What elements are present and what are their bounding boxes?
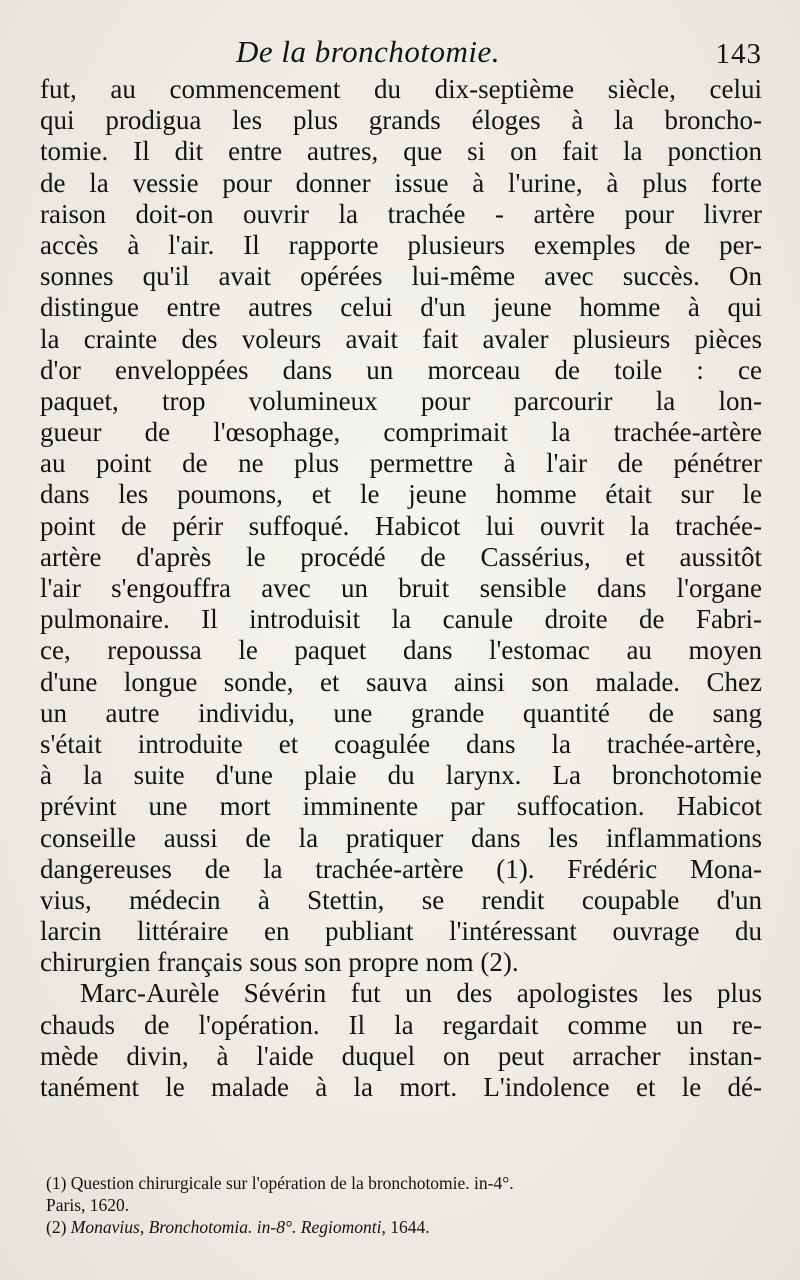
text-line: tomie. Il dit entre autres, que si on fait la ponction (40, 136, 762, 167)
text-line: prévint une mort imminente par suffocation. Habicot (40, 791, 762, 822)
footnote-2-format: in-8°. (256, 1217, 297, 1237)
footnote-2-marker: (2) (46, 1217, 67, 1237)
text-line: la crainte des voleurs avait fait avaler plusieurs pièces (40, 323, 762, 354)
text-line: qui prodigua les plus grands éloges à la broncho- (40, 105, 762, 136)
running-title: De la bronchotomie. (236, 34, 501, 69)
text-line: ce, repoussa le paquet dans l'estomac au moyen (40, 635, 762, 666)
text-line: l'air s'engouffra avec un bruit sensible dans l'organe (40, 573, 762, 603)
footnote-2: (2) Monavius, Bronchotomia. in-8°. Regiomonti, 1644. (46, 1217, 430, 1237)
text-line: chauds de l'opération. Il la regardait comme un re- (40, 1009, 762, 1040)
text-line: vius, médecin à Stettin, se rendit coupable d'un (40, 884, 762, 915)
text-line: pulmonaire. Il introduisit la canule droite de Fabri- (40, 604, 762, 635)
text-line: tanément le malade à la mort. L'indolence et le dé- (40, 1072, 762, 1102)
text-line: au point de ne plus permettre à l'air de pénétrer (40, 448, 762, 479)
footnote-2-author: Monavius (70, 1217, 140, 1237)
text-line: mède divin, à l'aide duquel on peut arracher instan- (40, 1040, 762, 1071)
page-header (0, 34, 800, 74)
text-line: larcin littéraire en publiant l'intéressant ouvrage du (40, 916, 762, 947)
footnote-1-continuation: Paris, 1620. (46, 1195, 130, 1215)
footnote-2-year: 1644. (390, 1217, 430, 1237)
body-text (40, 74, 762, 1103)
text-line: accès à l'air. Il rapporte plusieurs exemples de per- (40, 229, 762, 260)
page-number: 143 (715, 38, 762, 70)
paragraph-last-line: chirurgien français sous son propre nom (2). (40, 947, 519, 978)
footnote-2-place: Regiomonti (300, 1217, 382, 1237)
text-line: d'une longue sonde, et sauva ainsi son malade. Chez (40, 666, 762, 697)
text-line: raison doit-on ouvrir la trachée - artère pour livrer (40, 198, 762, 229)
footnote-2-title: Bronchotomia. (148, 1217, 253, 1237)
text-line: s'était introduite et coagulée dans la trachée-artère, (40, 728, 762, 759)
text-line: de la vessie pour donner issue à l'urine, à plus forte (40, 167, 762, 198)
text-line: conseille aussi de la pratiquer dans les inflammations (40, 822, 762, 853)
text-line: sonnes qu'il avait opérées lui-même avec succès. On (40, 261, 762, 292)
text-line: à la suite d'une plaie du larynx. La bronchotomie (40, 760, 762, 791)
footnotes (46, 1172, 762, 1238)
text-line: gueur de l'œsophage, comprimait la trachée-artère (40, 417, 762, 448)
text-line: dans les poumons, et le jeune homme était sur le (40, 479, 762, 510)
text-line: point de périr suffoqué. Habicot lui ouvrit la trachée- (40, 510, 762, 541)
footnote-1: (1) Question chirurgicale sur l'opération de la bronchotomie. in-4°. (46, 1173, 514, 1193)
text-line: un autre individu, une grande quantité de sang (40, 697, 762, 728)
text-line: d'or enveloppées dans un morceau de toile : ce (40, 354, 762, 385)
text-line: fut, au commencement du dix-septième siècle, celui (40, 74, 762, 104)
text-line: paquet, trop volumineux pour parcourir la lon- (40, 385, 762, 416)
text-line: dangereuses de la trachée-artère (1). Frédéric Mona- (40, 853, 762, 884)
paragraph-first-line: Marc-Aurèle Sévérin fut un des apologistes les plus (80, 978, 762, 1009)
text-line: distingue entre autres celui d'un jeune homme à qui (40, 292, 762, 323)
text-line: artère d'après le procédé de Cassérius, et aussitôt (40, 541, 762, 572)
